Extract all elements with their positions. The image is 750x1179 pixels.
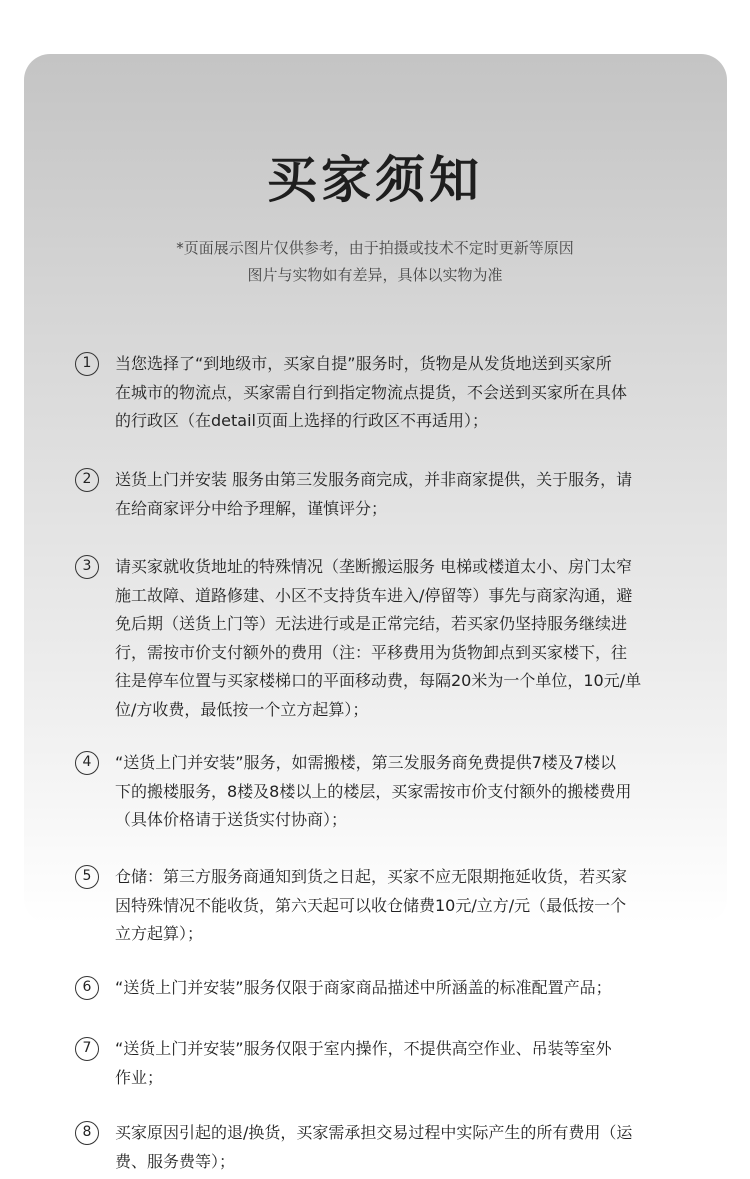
item-number-badge: 2 <box>75 468 99 492</box>
item-text-line: “送货上门并安装”服务仅限于室内操作，不提供高空作业、吊装等室外 <box>115 1039 612 1058</box>
item-text <box>115 350 695 436</box>
subtitle-line-1: *页面展示图片仅供参考，由于拍摄或技术不定时更新等原因 <box>176 239 574 257</box>
item-text-line: “送货上门并安装”服务，如需搬楼，第三发服务商免费提供7楼及7楼以 <box>115 753 616 772</box>
item-text-line: 的行政区（在detail页面上选择的行政区不再适用）； <box>115 411 488 430</box>
item-text-line: 送货上门并安装 服务由第三发服务商完成，并非商家提供，关于服务，请 <box>115 470 633 489</box>
item-number-badge: 7 <box>75 1037 99 1061</box>
item-text-line: 仓储：第三方服务商通知到货之日起，买家不应无限期拖延收货，若买家 <box>115 867 628 886</box>
item-text <box>115 749 695 835</box>
item-text <box>115 1119 695 1176</box>
item-text <box>115 1035 695 1092</box>
item-text-line: 往是停车位置与买家楼梯口的平面移动费，每隔20米为一个单位，10元/单 <box>115 671 642 690</box>
page-title: 买家须知 <box>267 151 483 209</box>
item-text-line: “送货上门并安装”服务仅限于商家商品描述中所涵盖的标准配置产品； <box>115 978 612 997</box>
item-number-badge: 1 <box>75 352 99 376</box>
item-text-line: 施工故障、道路修建、小区不支持货车进入/停留等）事先与商家沟通，避 <box>115 585 633 605</box>
item-text <box>115 466 695 523</box>
item-number-badge: 3 <box>75 555 99 579</box>
item-text-line: 行，需按市价支付额外的费用（注：平移费用为货物卸点到买家楼下，往 <box>115 642 628 662</box>
item-text <box>115 974 695 1003</box>
item-text <box>115 863 695 949</box>
item-text-line: 费、服务费等）； <box>115 1151 236 1171</box>
item-number-badge: 4 <box>75 751 99 775</box>
item-text-line: 当您选择了“到地级市，买家自提”服务时，货物是从发货地送到买家所 <box>115 354 612 373</box>
subtitle-line-2: 图片与实物如有差异，具体以实物为准 <box>247 266 503 284</box>
item-number-badge: 8 <box>75 1121 99 1145</box>
item-text-line: （具体价格请于送货实付协商）； <box>115 810 348 829</box>
item-text-line: 因特殊情况不能收货，第六天起可以收仓储费10元/立方/元（最低按一个 <box>115 895 627 915</box>
item-text-line: 下的搬楼服务，8楼及8楼以上的楼层，买家需按市价支付额外的搬楼费用 <box>115 781 632 801</box>
item-text-line: 在给商家评分中给予理解，谨慎评分； <box>115 498 388 518</box>
item-text-line: 买家原因引起的退/换货，买家需承担交易过程中实际产生的所有费用（运 <box>115 1123 633 1142</box>
item-number-badge: 6 <box>75 976 99 1000</box>
item-text <box>115 553 695 724</box>
item-text-line: 立方起算）； <box>115 924 204 943</box>
item-text-line: 免后期（送货上门等）无法进行或是正常完结，若买家仍坚持服务继续进 <box>115 614 628 633</box>
item-text-line: 在城市的物流点，买家需自行到指定物流点提货，不会送到买家所在具体 <box>115 382 628 402</box>
item-text-line: 请买家就收货地址的特殊情况（垄断搬运服务 电梯或楼道太小、房门太窄 <box>115 557 633 576</box>
item-number-badge: 5 <box>75 865 99 889</box>
item-text-line: 位/方收费，最低按一个立方起算）； <box>115 699 369 719</box>
item-text-line: 作业； <box>115 1067 164 1087</box>
